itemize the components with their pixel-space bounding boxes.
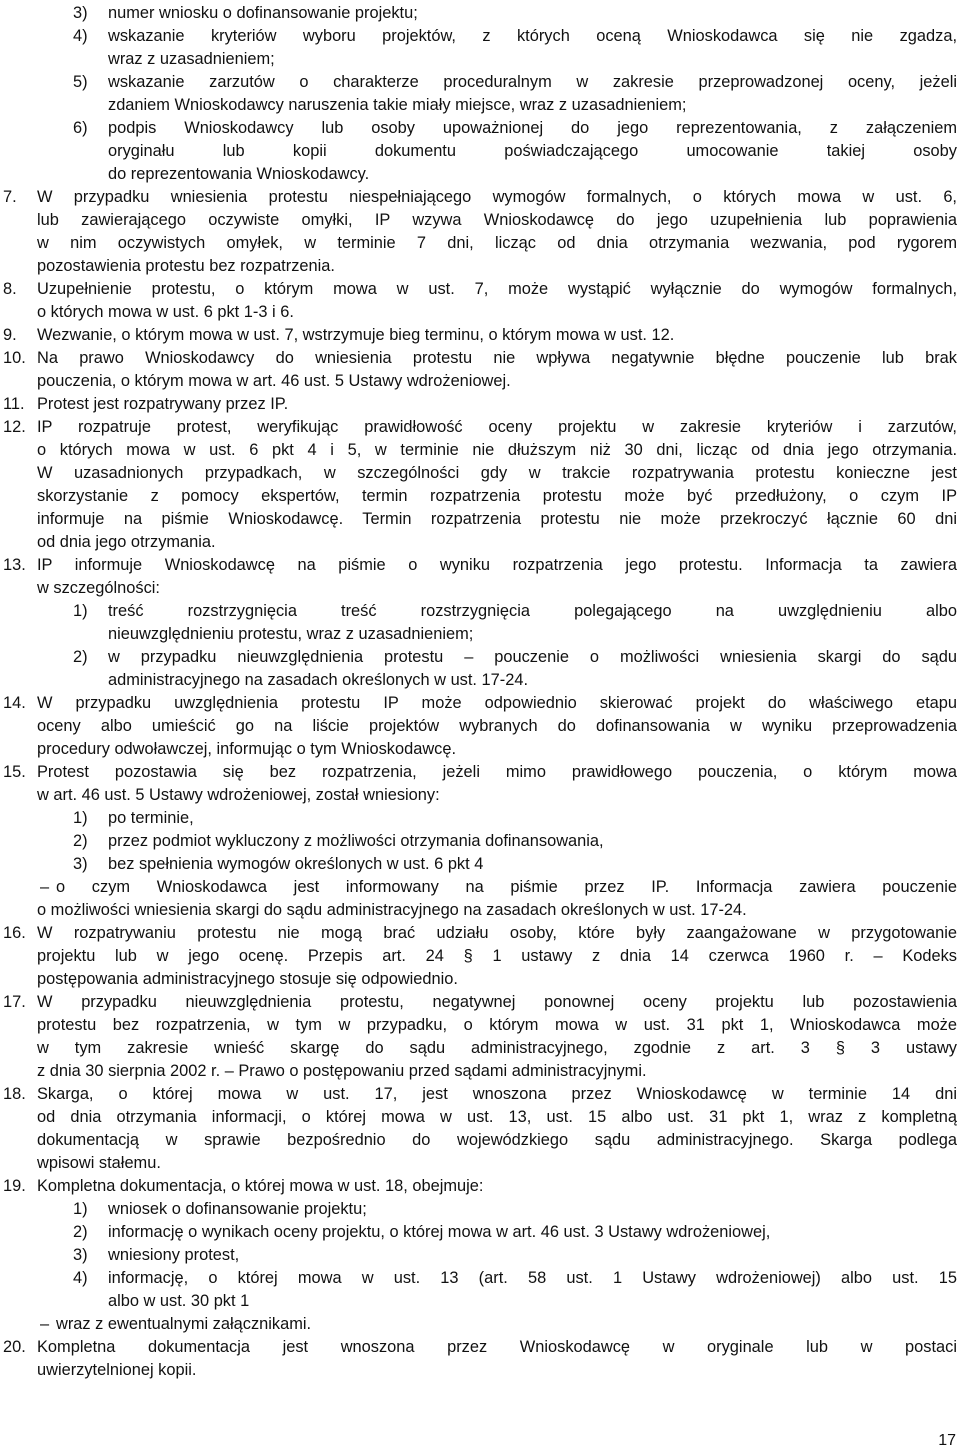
text-line: bez spełnienia wymogów określonych w ust. 6 pkt 4 (108, 855, 484, 873)
subpoint-number: 1) (73, 602, 88, 620)
text-line: W przypadku wniesienia protestu niespełniającego wymogów formalnych, o których mowa w ust. 6, (37, 188, 957, 206)
text-line: W uzasadnionych przypadkach, w szczególności gdy w trakcie rozpatrywania protestu konieczne jest (37, 464, 957, 482)
text-line: o których mowa w ust. 6 pkt 4 i 5, w terminie nie dłuższym niż 30 dni, licząc od dnia jego otrzymania. (37, 441, 957, 459)
text-line: albo w ust. 30 pkt 1 (108, 1292, 250, 1310)
text-line: informuje na piśmie Wnioskodawcę. Termin rozpatrzenia protestu nie może przekroczyć łącznie 60 dni (37, 510, 957, 528)
paragraph-number: 9. (3, 326, 17, 344)
text-line: wniosek o dofinansowanie projektu; (108, 1200, 367, 1218)
text-line: do reprezentowania Wnioskodawcy. (108, 165, 370, 183)
text-line: wniesiony protest, (108, 1246, 240, 1264)
subpoint-number: 3) (73, 855, 88, 873)
paragraph-number: 16. (3, 924, 26, 942)
subpoint-number: 1) (73, 809, 88, 827)
subpoint-number: 5) (73, 73, 88, 91)
text-line: wraz z uzasadnieniem; (108, 50, 275, 68)
text-line: wraz z ewentualnymi załącznikami. (56, 1315, 312, 1333)
subpoint-number: 2) (73, 1223, 88, 1241)
text-line: w art. 46 ust. 5 Ustawy wdrożeniowej, został wniesiony: (37, 786, 440, 804)
text-line: procedury odwoławczej, informując o tym Wnioskodawcę. (37, 740, 457, 758)
subpoint-number: 4) (73, 1269, 88, 1287)
text-line: Skarga, o której mowa w ust. 17, jest wnoszona przez Wnioskodawcę w terminie 14 dni (37, 1085, 957, 1103)
text-line: W rozpatrywaniu protestu nie mogą brać udziału osoby, które były zaangażowane w przygotowanie (37, 924, 957, 942)
text-line: wpisowi stałemu. (37, 1154, 161, 1172)
text-line: w szczególności: (37, 579, 160, 597)
text-line: od dnia otrzymania informacji, o której mowa w ust. 13, ust. 15 albo ust. 31 pkt 1, wraz z kompletną (37, 1108, 957, 1126)
text-line: nieuwzględnieniu protestu, wraz z uzasadnieniem; (108, 625, 474, 643)
text-line: Protest pozostawia się bez rozpatrzenia, jeżeli mimo prawidłowego pouczenia, o którym mowa (37, 763, 957, 781)
text-line: IP rozpatruje protest, weryfikując prawidłowość oceny projektu w zakresie kryteriów i zarzutów, (37, 418, 957, 436)
text-line: przez podmiot wykluczony z możliwości otrzymania dofinansowania, (108, 832, 604, 850)
text-line: Protest jest rozpatrywany przez IP. (37, 395, 289, 413)
text-line: wskazanie kryteriów wyboru projektów, z których oceną Wnioskodawca się nie zgadza, (108, 27, 957, 45)
text-line: pozostawienia protestu bez rozpatrzenia. (37, 257, 335, 275)
text-line: o czym Wnioskodawca jest informowany na piśmie przez IP. Informacja zawiera pouczenie (56, 878, 957, 896)
text-line: zdaniem Wnioskodawcy naruszenia takie miały miejsce, wraz z uzasadnieniem; (108, 96, 687, 114)
text-line: w przypadku nieuwzględnienia protestu – pouczenie o możliwości wniesienia skargi do sądu (108, 648, 957, 666)
subpoint-number: 2) (73, 648, 88, 666)
paragraph-number: 18. (3, 1085, 26, 1103)
text-line: po terminie, (108, 809, 194, 827)
text-line: o możliwości wniesienia skargi do sądu administracyjnego na zasadach określonych w ust. 17-24. (37, 901, 747, 919)
text-line: projektu lub w jego ocenę. Przepis art. 24 § 1 ustawy z dnia 14 czerwca 1960 r. – Kodeks (37, 947, 957, 965)
paragraph-number: 8. (3, 280, 17, 298)
text-line: pouczenia, o którym mowa w art. 46 ust. 5 Ustawy wdrożeniowej. (37, 372, 511, 390)
text-line: dokumentacją w sprawie bezpośrednio do wojewódzkiego sądu administracyjnego. Skarga podlega (37, 1131, 957, 1149)
text-line: numer wniosku o dofinansowanie projektu; (108, 4, 418, 22)
text-line: Kompletna dokumentacja jest wnoszona przez Wnioskodawcę w oryginale lub w postaci (37, 1338, 957, 1356)
subpoint-number: 3) (73, 4, 88, 22)
dash-marker: – (40, 1315, 50, 1333)
subpoint-number: 1) (73, 1200, 88, 1218)
paragraph-number: 12. (3, 418, 26, 436)
paragraph-number: 13. (3, 556, 26, 574)
dash-marker: – (40, 878, 50, 896)
text-line: treść rozstrzygnięcia treść rozstrzygnięcia polegającego na uwzględnieniu albo (108, 602, 957, 620)
paragraph-number: 15. (3, 763, 26, 781)
subpoint-number: 4) (73, 27, 88, 45)
text-line: informację, o której mowa w ust. 13 (art. 58 ust. 1 Ustawy wdrożeniowej) albo ust. 15 (108, 1269, 957, 1287)
text-line: w nim oczywistych omyłek, w terminie 7 dni, licząc od dnia otrzymania wezwania, pod rygorem (37, 234, 957, 252)
subpoint-number: 6) (73, 119, 88, 137)
text-line: skorzystanie z pomocy ekspertów, termin rozpatrzenia protestu może być przedłużony, o czym IP (37, 487, 957, 505)
paragraph-number: 7. (3, 188, 17, 206)
paragraph-number: 17. (3, 993, 26, 1011)
text-line: IP informuje Wnioskodawcę na piśmie o wyniku rozpatrzenia jego protestu. Informacja ta zawiera (37, 556, 957, 574)
text-line: z dnia 30 sierpnia 2002 r. – Prawo o postępowaniu przed sądami administracyjnymi. (37, 1062, 647, 1080)
text-line: Kompletna dokumentacja, o której mowa w ust. 18, obejmuje: (37, 1177, 484, 1195)
text-line: Uzupełnienie protestu, o którym mowa w ust. 7, może wystąpić wyłącznie do wymogów formalnych, (37, 280, 957, 298)
paragraph-number: 11. (3, 395, 25, 413)
text-line: podpis Wnioskodawcy lub osoby upoważnionej do jego reprezentowania, z załączeniem (108, 119, 957, 137)
page-number: 17 (938, 1432, 956, 1449)
text-line: W przypadku nieuwzględnienia protestu, negatywnej ponownej oceny projektu lub pozostawienia (37, 993, 957, 1011)
text-line: lub zawierającego oczywiste omyłki, IP wzywa Wnioskodawcę do jego uzupełnienia lub poprawienia (37, 211, 957, 229)
text-line: w tym zakresie wnieść skargę do sądu administracyjnego, zgodnie z art. 3 § 3 ustawy (37, 1039, 957, 1057)
text-line: Na prawo Wnioskodawcy do wniesienia protestu nie wpływa negatywnie błędne pouczenie lub brak (37, 349, 957, 367)
text-line: Wezwanie, o którym mowa w ust. 7, wstrzymuje bieg terminu, o którym mowa w ust. 12. (37, 326, 675, 344)
text-line: administracyjnego na zasadach określonych w ust. 17-24. (108, 671, 529, 689)
text-line: uwierzytelnionej kopii. (37, 1361, 197, 1379)
paragraph-number: 19. (3, 1177, 26, 1195)
text-line: postępowania administracyjnego stosuje się odpowiednio. (37, 970, 458, 988)
text-line: informację o wynikach oceny projektu, o której mowa w art. 46 ust. 3 Ustawy wdrożeniowej, (108, 1223, 771, 1241)
text-line: oceny albo umieścić go na liście projektów wybranych do dofinansowania w wyniku przeprowadzenia (37, 717, 957, 735)
text-line: od dnia jego otrzymania. (37, 533, 216, 551)
subpoint-number: 3) (73, 1246, 88, 1264)
text-line: oryginału lub kopii dokumentu poświadczającego umocowanie takiej osoby (108, 142, 957, 160)
paragraph-number: 14. (3, 694, 26, 712)
text-line: W przypadku uwzględnienia protestu IP może odpowiednio skierować projekt do właściwego etapu (37, 694, 957, 712)
text-line: protestu bez rozpatrzenia, w tym w przypadku, o którym mowa w ust. 31 pkt 1, Wnioskodawca może (37, 1016, 957, 1034)
paragraph-number: 20. (3, 1338, 26, 1356)
paragraph-number: 10. (3, 349, 26, 367)
text-line: wskazanie zarzutów o charakterze proceduralnym w zakresie przeprowadzonej oceny, jeżeli (108, 73, 957, 91)
text-line: o których mowa w ust. 6 pkt 1-3 i 6. (37, 303, 294, 321)
subpoint-number: 2) (73, 832, 88, 850)
